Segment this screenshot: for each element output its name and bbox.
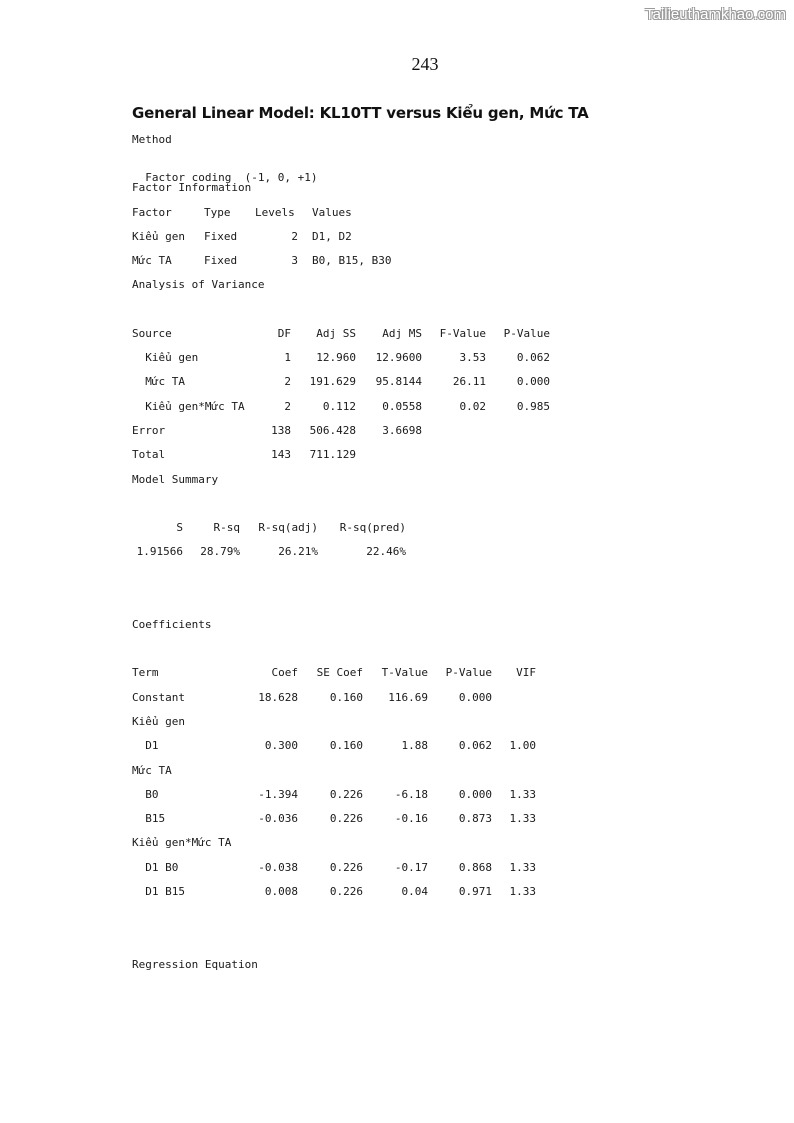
page-number: 243 [411,54,439,74]
anova-cell: 0.02 [459,400,486,413]
coef-cell: -6.18 [394,788,428,801]
anova-header: P-Value [503,327,550,340]
factor-info-cell: Mức TA [132,254,172,267]
anova-cell: 0.000 [516,375,550,388]
coef-cell: 1.00 [509,739,536,752]
coef-cell: -0.036 [258,812,298,825]
method-label: Method [132,133,172,146]
coef-cell: 18.628 [258,691,298,704]
model-summary-header: S [176,521,183,534]
coef-term: B0 [132,788,159,801]
anova-cell: 0.112 [322,400,356,413]
regression-equation-label: Regression Equation [132,958,258,971]
factor-info-header: Factor [132,206,172,219]
anova-header: Adj SS [316,327,356,340]
coef-cell: 1.33 [509,861,536,874]
coef-cell: 116.69 [388,691,428,704]
coef-cell: 0.04 [401,885,428,898]
anova-cell: 138 [271,424,291,437]
anova-cell: 95.8144 [375,375,422,388]
anova-cell: 1 [284,351,291,364]
coefficients-label: Coefficients [132,618,212,631]
coef-term: D1 B15 [132,885,185,898]
coef-term: Constant [132,691,185,704]
factor-info-cell: B0, B15, B30 [312,254,392,267]
anova-cell: 26.11 [452,375,486,388]
anova-label: Analysis of Variance [132,278,265,291]
coef-cell: -0.16 [394,812,428,825]
factor-info-cell: 2 [291,230,298,243]
factor-info-cell: Kiểu gen [132,230,185,243]
coef-cell: 0.226 [329,812,363,825]
factor-info-cell: D1, D2 [312,230,352,243]
coef-term: D1 B0 [132,861,179,874]
coef-cell: 0.160 [329,691,363,704]
coef-cell: 1.33 [509,812,536,825]
coef-cell: -1.394 [258,788,298,801]
coef-header: T-Value [381,666,428,679]
coef-term: B15 [132,812,166,825]
factor-info-cell: 3 [291,254,298,267]
anova-cell: 0.985 [516,400,550,413]
anova-cell: Mức TA [132,375,185,388]
anova-cell: Kiểu gen*Mức TA [132,400,245,413]
coef-header: SE Coef [316,666,363,679]
coef-cell: 0.000 [458,788,492,801]
factor-info-header: Type [204,206,231,219]
model-summary-value: 1.91566 [136,545,183,558]
factor-info-cell: Fixed [204,254,238,267]
coef-group: Mức TA [132,764,172,777]
coef-cell: 0.226 [329,861,363,874]
coef-header: VIF [516,666,536,679]
anova-header: Source [132,327,172,340]
coef-group: Kiểu gen [132,715,185,728]
page-title: General Linear Model: KL10TT versus Kiểu gen, Mức TA [132,104,589,122]
coef-cell: 1.88 [401,739,428,752]
anova-cell: Total [132,448,166,461]
factor-info-cell: Fixed [204,230,238,243]
anova-cell: 191.629 [309,375,356,388]
anova-cell: 2 [284,375,291,388]
anova-cell: 143 [271,448,291,461]
coef-cell: 1.33 [509,788,536,801]
coef-term: D1 [132,739,159,752]
anova-cell: 0.0558 [382,400,422,413]
anova-header: Adj MS [382,327,422,340]
coef-cell: 0.300 [264,739,298,752]
anova-cell: 3.6698 [382,424,422,437]
model-summary-header: R-sq(pred) [339,521,406,534]
anova-cell: 711.129 [309,448,356,461]
coef-cell: 0.971 [458,885,492,898]
model-summary-label: Model Summary [132,473,219,486]
model-summary-value: 26.21% [278,545,318,558]
coef-cell: 0.000 [458,691,492,704]
anova-header: F-Value [439,327,486,340]
coef-cell: -0.038 [258,861,298,874]
model-summary-header: R-sq [213,521,240,534]
anova-cell: 12.960 [316,351,356,364]
coef-cell: 0.160 [329,739,363,752]
coef-cell: 0.226 [329,788,363,801]
anova-header: DF [277,327,291,340]
coef-cell: 1.33 [509,885,536,898]
anova-cell: 12.9600 [375,351,422,364]
anova-cell: 3.53 [459,351,486,364]
factor-coding-label: Factor coding [145,171,232,184]
coef-header: P-Value [445,666,492,679]
coef-cell: -0.17 [394,861,428,874]
anova-cell: 506.428 [309,424,356,437]
coef-cell: 0.062 [458,739,492,752]
coef-cell: 0.008 [264,885,298,898]
factor-coding-value: (-1, 0, +1) [244,171,318,184]
coef-cell: 0.868 [458,861,492,874]
coef-cell: 0.873 [458,812,492,825]
coef-header: Term [132,666,159,679]
watermark: Tailieuthamkhao.com [645,6,786,23]
model-summary-header: R-sq(adj) [258,521,318,534]
anova-cell: Kiểu gen [132,351,199,364]
coef-cell: 0.226 [329,885,363,898]
anova-cell: Error [132,424,166,437]
factor-info-label: Factor Information [132,181,252,194]
coef-header: Coef [271,666,298,679]
factor-info-header: Levels [255,206,295,219]
coef-group: Kiểu gen*Mức TA [132,836,232,849]
anova-cell: 2 [284,400,291,413]
factor-info-header: Values [312,206,352,219]
anova-cell: 0.062 [516,351,550,364]
model-summary-value: 28.79% [200,545,240,558]
model-summary-value: 22.46% [366,545,406,558]
